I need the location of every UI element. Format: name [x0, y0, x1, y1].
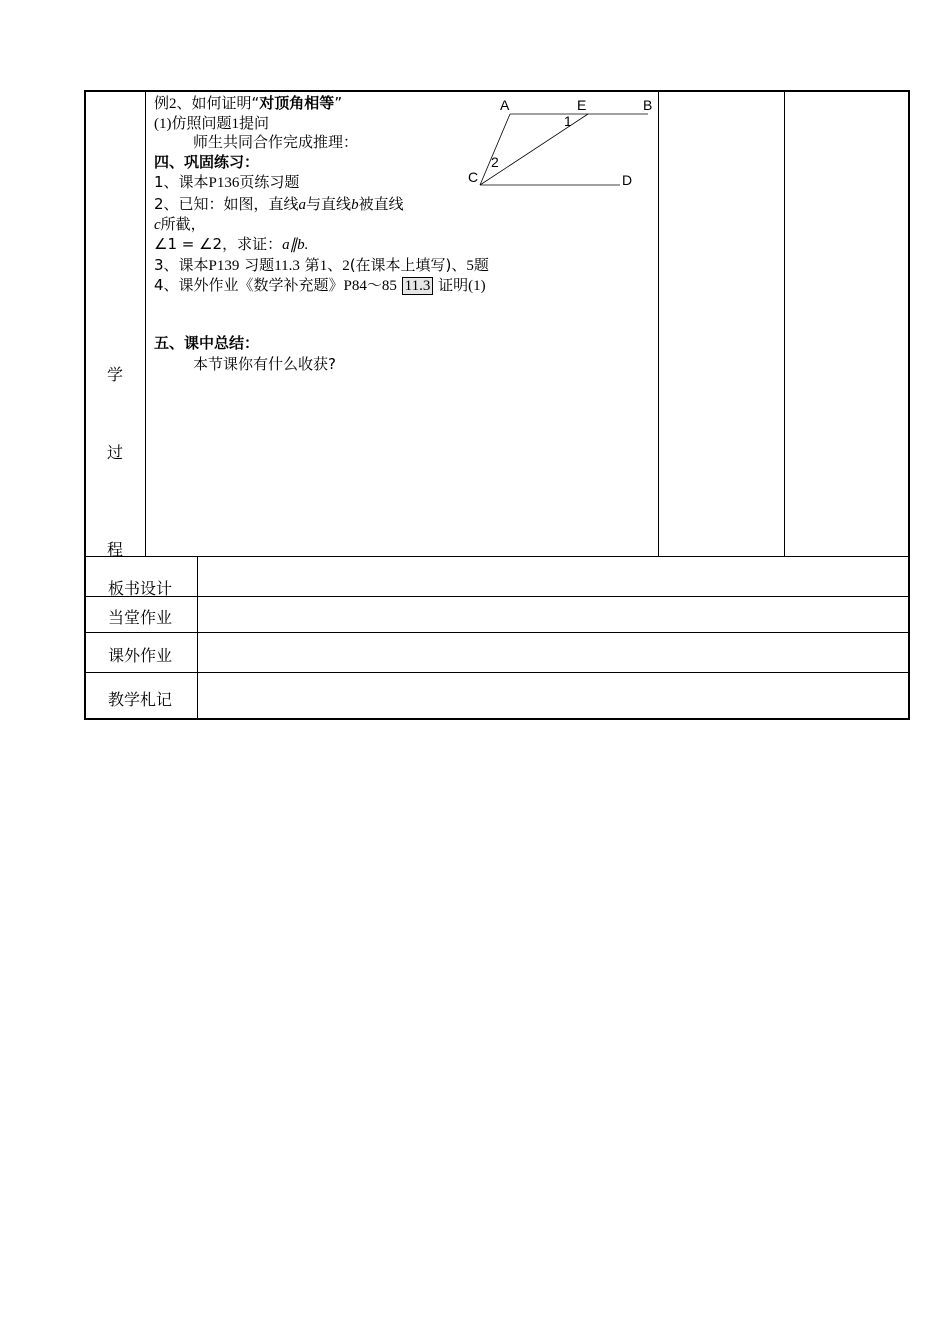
label-two: 2: [491, 154, 499, 170]
ex2-num: 2: [169, 96, 177, 112]
practice-3-line: [154, 255, 489, 276]
practice-2-condition: [154, 234, 308, 255]
line-ce: [480, 114, 588, 185]
coop-line: 师生共同合作完成推理：: [193, 133, 359, 151]
p2-a: 2、已知：如图，直线: [154, 195, 299, 213]
p4-section-box: 11.3: [402, 277, 434, 295]
practice-2-line: [154, 194, 404, 215]
p4-b: P84～85: [343, 278, 397, 294]
step1-end: 提问: [239, 114, 270, 132]
summary-question: 本节课你有什么收获?: [193, 355, 336, 373]
row-divider-1: [85, 556, 909, 557]
p2-var-a: a: [298, 197, 307, 213]
p4-e: (1): [468, 278, 486, 294]
step-1-line: [154, 113, 269, 134]
p2-concl: a∥b.: [282, 237, 309, 253]
p1-a: 1、课本: [154, 173, 209, 191]
line-ca: [480, 114, 510, 185]
geometry-figure: [462, 94, 658, 194]
class-homework-label: 当堂作业: [108, 608, 173, 627]
col-divider-1: [145, 91, 146, 556]
p2-b: 与直线: [306, 195, 352, 213]
p3-i: 题: [473, 256, 489, 274]
p4-d: 证明: [438, 276, 469, 294]
section-5-heading: 五、课中总结：: [154, 334, 260, 352]
practice-4-line: [154, 275, 486, 296]
p4-a: 4、课外作业《数学补充题》: [154, 276, 344, 294]
p3-f: 1、2: [319, 258, 350, 274]
p3-c: 习题: [244, 256, 275, 274]
p2-var-c: c: [154, 217, 161, 233]
ex2-bold: 对顶角相等: [259, 94, 335, 112]
ex2-mid: 、如何证明“: [176, 94, 260, 112]
p3-a: 3、课本: [154, 256, 209, 274]
teaching-notes-label: 教学札记: [108, 690, 173, 709]
step1-open: (1): [154, 116, 172, 132]
label-b: B: [643, 97, 653, 113]
row-divider-3: [85, 632, 909, 633]
row-divider-4: [85, 672, 909, 673]
ex2-prefix: 例: [154, 94, 170, 112]
practice-2-line-b: [154, 214, 206, 235]
p1-c: 页练习题: [239, 173, 300, 191]
side-char-cheng: 程: [107, 540, 124, 559]
p3-h: 5: [466, 258, 474, 274]
p2-c: 被直线: [358, 195, 404, 213]
label-d: D: [622, 172, 633, 188]
p3-b: P139: [208, 258, 240, 274]
outside-homework-label: 课外作业: [108, 646, 173, 665]
col-divider-2: [658, 91, 659, 556]
label-c: C: [468, 169, 479, 185]
col-divider-3: [784, 91, 785, 556]
label-col-divider: [197, 556, 198, 719]
p2-var-b: b: [351, 197, 359, 213]
label-e: E: [577, 97, 587, 113]
example-2-line: [154, 93, 342, 114]
p2-cond: ∠1 = ∠2，求证：: [154, 235, 283, 253]
side-char-guo: 过: [107, 443, 124, 462]
label-a: A: [500, 97, 510, 113]
p3-e: 第: [304, 256, 320, 274]
label-one: 1: [564, 113, 572, 129]
row-divider-2: [85, 596, 909, 597]
p2-d: 所截，: [160, 215, 206, 233]
step1-num: 1: [231, 116, 240, 132]
section-4-heading: 四、巩固练习：: [154, 153, 260, 171]
p1-b: P136: [208, 175, 240, 191]
ex2-end: ”: [334, 94, 343, 112]
p3-d: 11.3: [274, 258, 300, 274]
board-design-label: 板书设计: [108, 579, 173, 598]
practice-1-line: [154, 172, 299, 193]
p3-g: (在课本上填写)、: [349, 256, 467, 274]
side-char-xue: 学: [107, 365, 124, 384]
step1-text: 仿照问题: [171, 114, 232, 132]
